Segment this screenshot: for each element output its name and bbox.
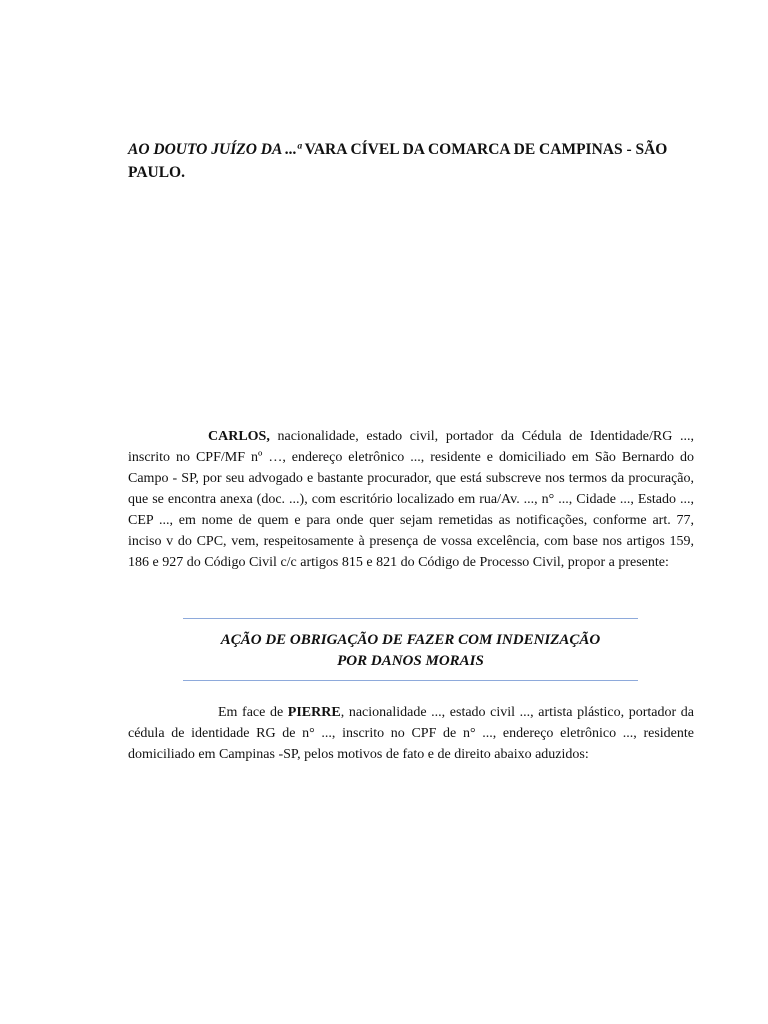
title-rule-bottom: [183, 680, 638, 681]
court-address-rest: VARA CÍVEL DA COMARCA DE CAMPINAS - SÃO PAULO.: [128, 141, 668, 181]
court-address: [128, 138, 690, 184]
plaintiff-text: nacionalidade, estado civil, portador da Cédula de Identidade/RG ..., inscrito no CPF/MF nº …, endereço eletrônico ..., residente e domiciliado em São Bernardo do Campo - SP, por seu advogado e bastante procurador, que está subscreve nos termos da procuração, que se encontra anexa (doc. ...), com escritório localizado em rua/Av. ..., n° ..., Cidade ..., Estado ..., CEP ..., em nome de quem e para onde quer sejam remetidas as notificações, conforme art. 77, inciso v do CPC, vem, respeitosamente à presença de vossa excelência, com base nos artigos 159, 186 e 927 do Código Civil c/c artigos 815 e 821 do Código de Processo Civil, propor a presente:: [128, 429, 694, 570]
action-title: [183, 630, 638, 672]
defendant-paragraph: [128, 702, 694, 765]
action-title-line2: POR DANOS MORAIS: [337, 653, 484, 669]
action-title-line1: AÇÃO DE OBRIGAÇÃO DE FAZER COM INDENIZAÇÃO: [220, 632, 601, 648]
plaintiff-paragraph: [128, 426, 694, 573]
defendant-name: PIERRE: [287, 705, 341, 720]
defendant-intro: Em face de: [218, 705, 288, 720]
plaintiff-name: CARLOS,: [208, 429, 270, 444]
court-address-italic: AO DOUTO JUÍZO DA ...ª: [128, 141, 302, 158]
title-rule-top: [183, 618, 638, 619]
defendant-text: , nacionalidade ..., estado civil ..., artista plástico, portador da cédula de identidade RG de n° ..., inscrito no CPF de n° ..., endereço eletrônico ..., residente domiciliado em Campinas -SP, pelos motivos de fato e de direito abaixo aduzidos:: [128, 705, 694, 762]
